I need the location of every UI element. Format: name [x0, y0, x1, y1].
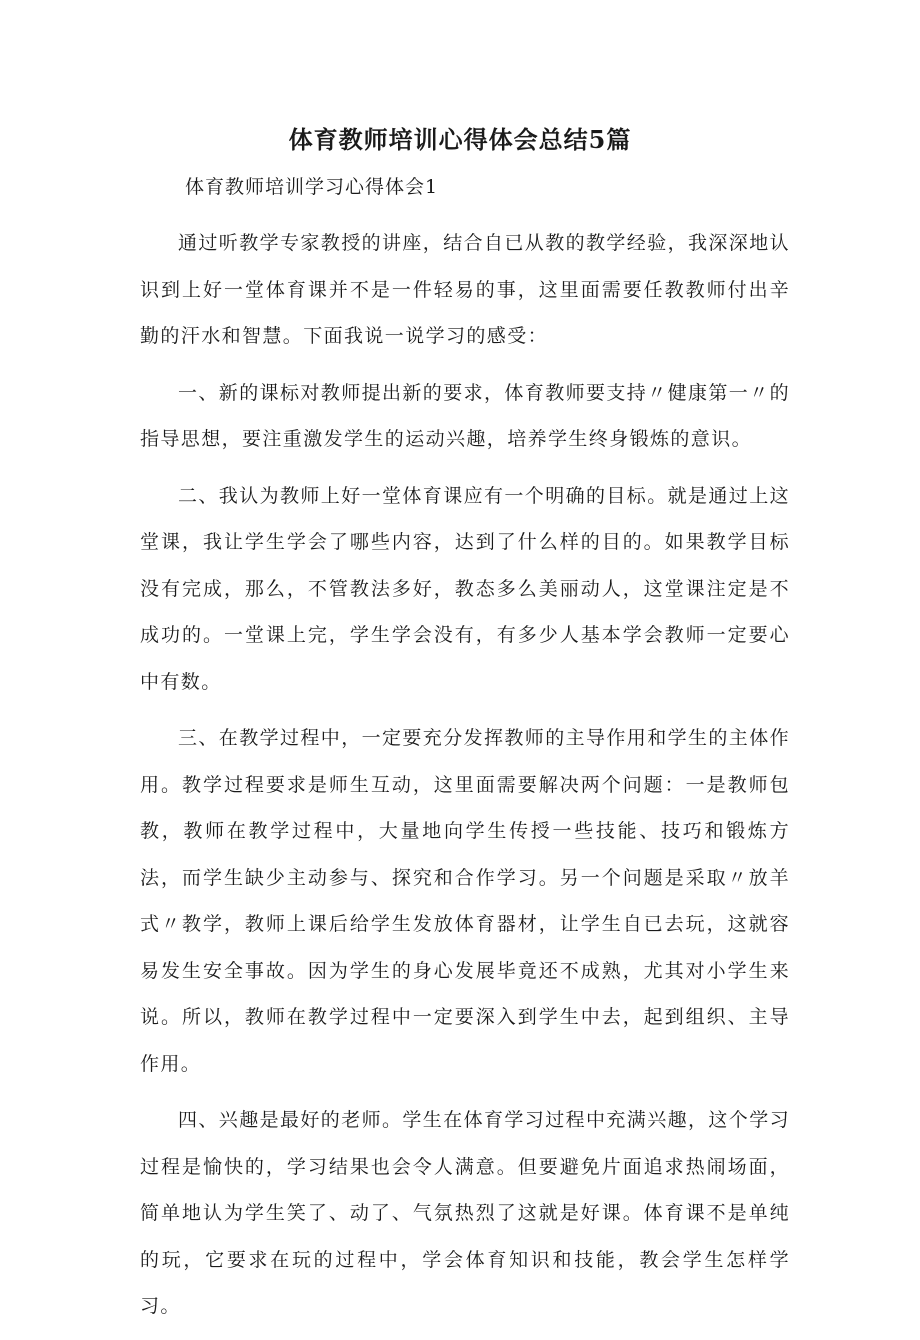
- paragraph: 通过听教学专家教授的讲座，结合自已从教的教学经验，我深深地认识到上好一堂体育课并不是一件轻易的事，这里面需要任教教师付出辛勤的汗水和智慧。下面我说一说学习的感受：: [140, 232, 791, 347]
- paragraph: 三、在教学过程中，一定要充分发挥教师的主导作用和学生的主体作用。教学过程要求是师生互动，这里面需要解决两个问题：一是教师包教，教师在教学过程中，大量地向学生传授一些技能、技巧和锻炼方法，而学生缺少主动参与、探究和合作学习。另一个问题是采取〃放羊式〃教学，教师上课后给学生发放体育器材，让学生自已去玩，这就容易发生安全事故。因为学生的身心发展毕竟还不成熟，尤其对小学生来说。所以，教师在教学过程中一定要深入到学生中去，起到组织、主导作用。: [140, 727, 791, 1075]
- section-title: 体育教师培训学习心得体会1: [185, 176, 439, 198]
- paragraph: 四、兴趣是最好的老师。学生在体育学习过程中充满兴趣，这个学习过程是愉快的，学习结果也会令人满意。但要避免片面追求热闹场面，简单地认为学生笑了、动了、气氛热烈了这就是好课。体育课不是单纯的玩，它要求在玩的过程中，学会体育知识和技能，教会学生怎样学习。: [140, 1109, 791, 1317]
- paragraph: 二、我认为教师上好一堂体育课应有一个明确的目标。就是通过上这堂课，我让学生学会了哪些内容，达到了什么样的目的。如果教学目标没有完成，那么，不管教法多好，教态多么美丽动人，这堂课注定是不成功的。一堂课上完，学生学会没有，有多少人基本学会教师一定要心中有数。: [140, 484, 791, 693]
- paragraph: 一、新的课标对教师提出新的要求，体育教师要支持〃健康第一〃的指导思想，要注重激发学生的运动兴趣，培养学生终身锻炼的意识。: [140, 381, 791, 450]
- document-body: [140, 220, 790, 1340]
- document-title: 体育教师培训心得体会总结5篇: [288, 125, 632, 154]
